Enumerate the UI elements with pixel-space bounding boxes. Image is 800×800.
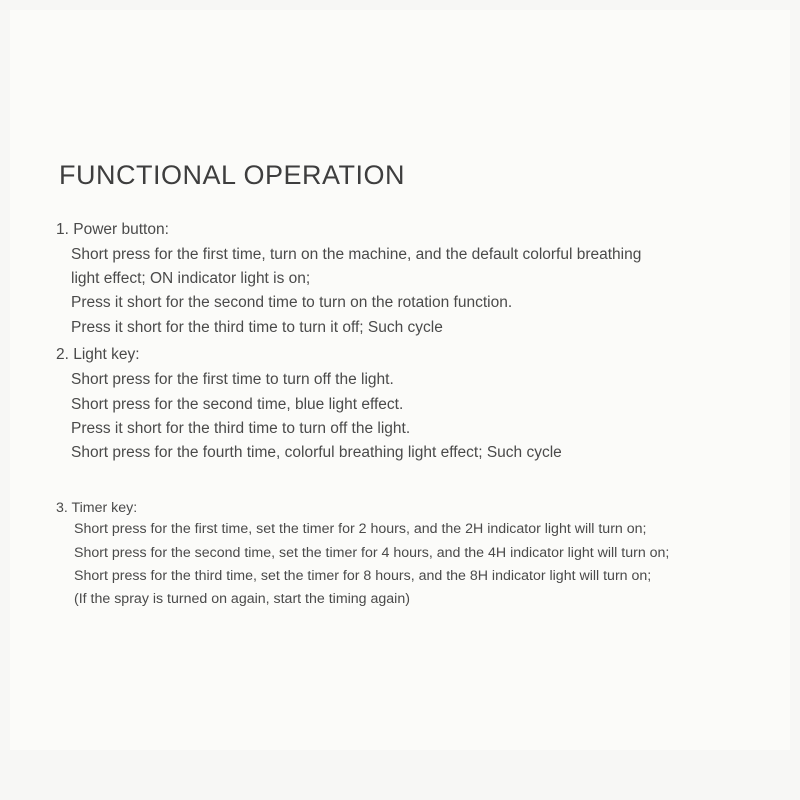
section-line: Short press for the second time, set the timer for 4 hours, and the 4H indicator light will turn on; bbox=[74, 545, 670, 561]
section-line: Short press for the third time, set the timer for 8 hours, and the 8H indicator light will turn on; bbox=[74, 568, 652, 584]
section-line: Press it short for the third time to turn off the light. bbox=[71, 420, 411, 437]
page-title: FUNCTIONAL OPERATION bbox=[59, 160, 406, 190]
section-line: Short press for the first time to turn off the light. bbox=[71, 371, 394, 388]
section-heading-timer-key: 3. Timer key: bbox=[56, 500, 138, 516]
section-line: (If the spray is turned on again, start the timing again) bbox=[74, 591, 410, 607]
section-line: light effect; ON indicator light is on; bbox=[71, 270, 311, 287]
section-line: Short press for the fourth time, colorful breathing light effect; Such cycle bbox=[71, 444, 562, 461]
section-line: Press it short for the third time to turn it off; Such cycle bbox=[71, 319, 443, 336]
section-heading-light-key: 2. Light key: bbox=[56, 346, 140, 363]
section-line: Short press for the first time, turn on the machine, and the default colorful breathing bbox=[71, 246, 642, 263]
section-line: Press it short for the second time to turn on the rotation function. bbox=[71, 294, 513, 311]
section-line: Short press for the first time, set the timer for 2 hours, and the 2H indicator light will turn on; bbox=[74, 521, 647, 537]
section-heading-power-button: 1. Power button: bbox=[56, 221, 169, 238]
section-line: Short press for the second time, blue light effect. bbox=[71, 396, 404, 413]
